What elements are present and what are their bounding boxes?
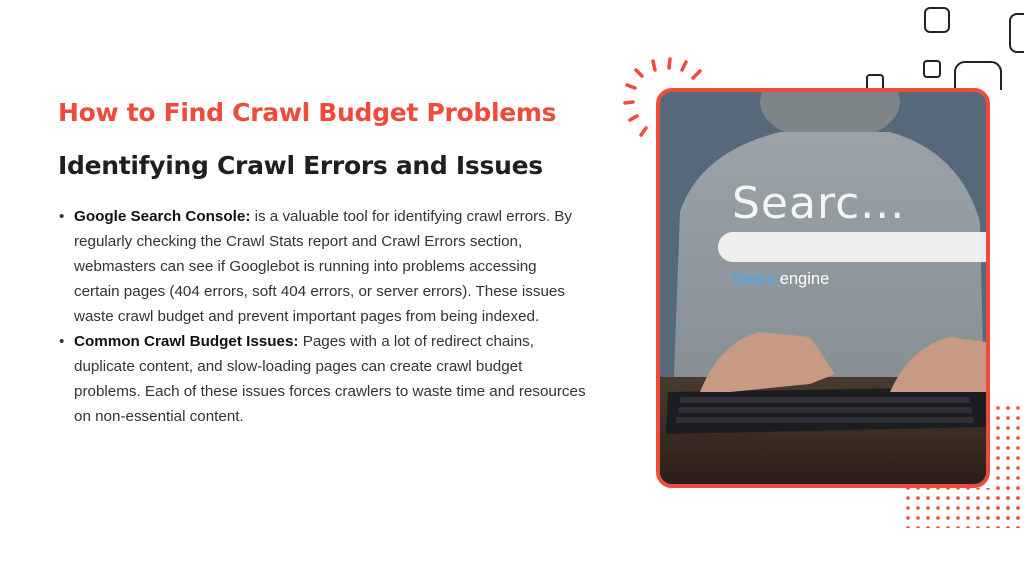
bullet-text: is a valuable tool for identifying crawl errors. By regularly checking the Crawl Stats report and Crawl Errors section, webmasters can see if Googlebot is running into problems accessing certain pages (404 errors, soft 404 errors, or server errors). These issues waste crawl budget and prevent important pages from being indexed. — [74, 208, 572, 325]
search-bar-graphic — [718, 232, 990, 262]
search-engine-caption — [732, 270, 829, 289]
bullet-text: Pages with a lot of redirect chains, duplicate content, and slow-loading pages can create crawl budget problems. Each of these issues forces crawlers to waste time and resources on non-essential content. — [74, 333, 586, 425]
slide-subtitle: Identifying Crawl Errors and Issues — [58, 151, 543, 180]
bullet-label: Google Search Console: — [74, 208, 251, 225]
search-overlay-text: Searc... — [732, 178, 906, 229]
bullet-list — [58, 204, 586, 429]
bullet-label: Common Crawl Budget Issues: — [74, 333, 299, 350]
bullet-item-common-issues — [58, 329, 586, 429]
bullet-item-search-console — [58, 204, 586, 329]
caption-highlight: Searc — [732, 270, 776, 288]
caption-rest: engine — [775, 270, 830, 288]
dot-grid-decoration — [904, 404, 1024, 528]
rounded-squares-icon — [860, 0, 1024, 90]
slide-title: How to Find Crawl Budget Problems — [58, 98, 557, 127]
